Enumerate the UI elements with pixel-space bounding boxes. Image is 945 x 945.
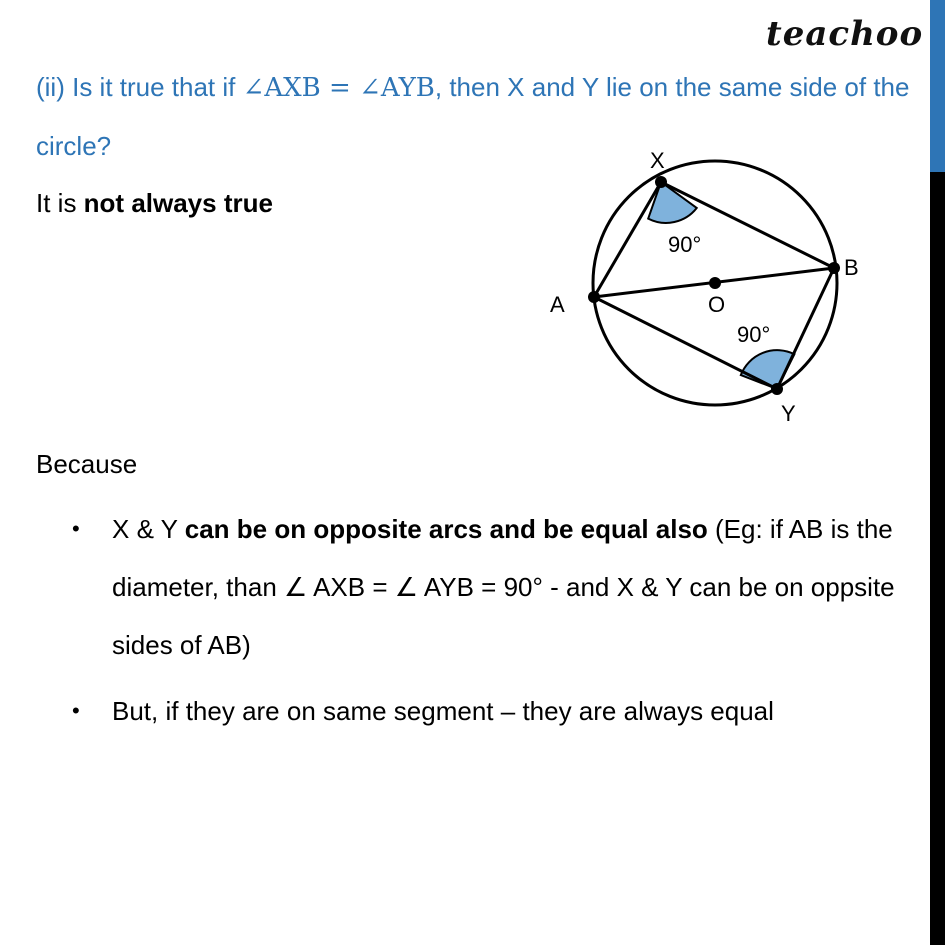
brand-logo: teachoo	[766, 14, 924, 54]
chord-by	[777, 268, 834, 389]
bullet-icon: •	[72, 698, 80, 723]
point-a	[588, 291, 600, 303]
circle-figure	[530, 140, 860, 445]
bullet-icon: •	[72, 516, 80, 541]
because-heading: Because	[36, 449, 138, 479]
answer-prefix: It is	[36, 188, 84, 218]
circle-diagram	[530, 140, 860, 440]
answer-text	[36, 183, 273, 223]
side-accent	[930, 0, 945, 172]
reason-item	[72, 500, 912, 674]
reason-text-bold: can be on opposite arcs and be equal also	[184, 514, 708, 544]
label-b: B	[844, 255, 859, 280]
reason-item	[72, 682, 912, 740]
question-prefix: (ii) Is it true that if	[36, 72, 243, 102]
question-equation: ∠AXB = ∠AYB	[242, 73, 435, 103]
label-y: Y	[781, 401, 796, 426]
reason-list	[72, 500, 912, 740]
angle-y-label: 90°	[737, 322, 771, 347]
point-y	[771, 383, 783, 395]
label-o: O	[708, 292, 726, 317]
label-a: A	[550, 292, 565, 317]
label-x: X	[650, 148, 665, 173]
point-o	[709, 277, 721, 289]
point-b	[828, 262, 840, 274]
question-suffix: , then X and Y lie on the same side of the circle?	[36, 72, 910, 161]
reason-text-before: But, if they are on same segment – they are always equal	[112, 696, 774, 726]
reason-text-after: (Eg: if AB is the diameter, than ∠ AXB = ∠ AYB = 90° - and X & Y can be on oppsite sides of AB)	[112, 514, 895, 660]
answer-emphasis: not always true	[83, 188, 273, 218]
point-x	[655, 176, 667, 188]
angle-x-label: 90°	[668, 232, 702, 257]
reason-text-before: X & Y	[112, 514, 185, 544]
